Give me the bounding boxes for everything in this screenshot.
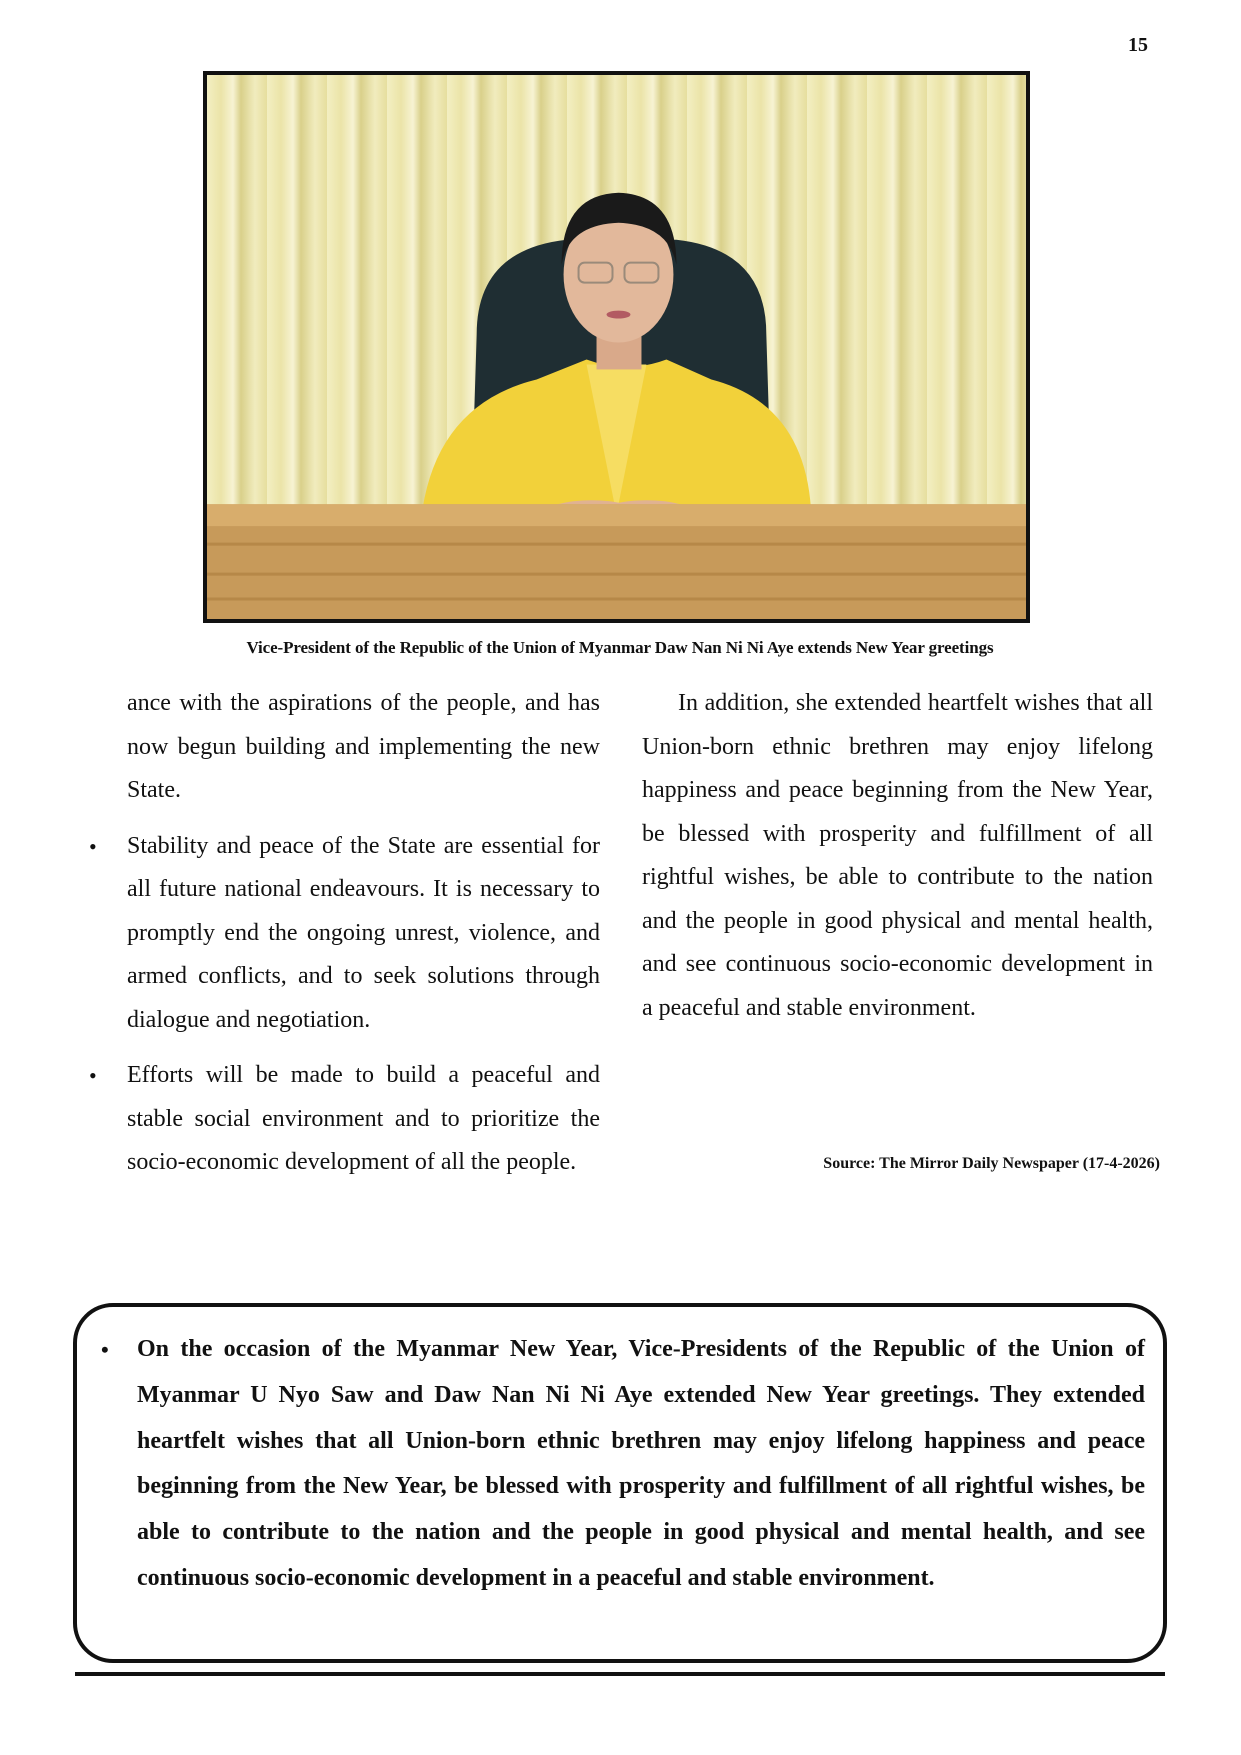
bullet-icon: • (89, 833, 97, 859)
summary-box (73, 1303, 1167, 1663)
left-column (89, 682, 600, 1185)
page-number: 15 (1128, 34, 1148, 56)
source-citation: Source: The Mirror Daily Newspaper (17-4-2026) (823, 1155, 1160, 1172)
bullet-item (89, 825, 600, 1043)
photo-caption: Vice-President of the Republic of the Union of Myanmar Daw Nan Ni Ni Aye extends New Year greetings (246, 638, 994, 657)
vice-president-photo (207, 75, 1026, 619)
summary-text-block (101, 1327, 1145, 1602)
bullet-text: Stability and peace of the State are essential for all future national endeavours. It is necessary to promptly end the ongoing unrest, violence, and armed conflicts, and to seek solutions through dialogue and negotiation. (127, 832, 600, 1033)
summary-text: On the occasion of the Myanmar New Year, Vice-Presidents of the Republic of the Union of Myanmar U Nyo Saw and Daw Nan Ni Ni Aye extended New Year greetings. They extended heartfelt wishes that all Union-born ethnic brethren may enjoy lifelong happiness and peace beginning from the New Year, be blessed with prosperity and fulfillment of all rightful wishes, be able to contribute to the nation and the people in good physical and mental health, and see continuous socio-economic development in a peaceful and stable environment. (137, 1336, 1145, 1591)
bottom-divider (75, 1672, 1165, 1676)
bullet-icon: • (101, 1337, 109, 1362)
bullet-icon: • (89, 1063, 97, 1088)
news-photo (203, 71, 1030, 623)
continuation-paragraph: ance with the aspirations of the people, and has now begun building and implementing the new State. (127, 690, 600, 803)
bullet-item (89, 1054, 600, 1185)
right-column (642, 682, 1153, 1030)
right-paragraph: In addition, she extended heartfelt wishes that all Union-born ethnic brethren may enjoy lifelong happiness and peace beginning from the New Year, be blessed with prosperity and fulfillment of all rightful wishes, be able to contribute to the nation and the people in good physical and mental health, and see continuous socio-economic development in a peaceful and stable environment. (642, 690, 1153, 1021)
bullet-text: Efforts will be made to build a peaceful and stable social environment and to prioritize the socio-economic development of all the people. (127, 1062, 600, 1175)
